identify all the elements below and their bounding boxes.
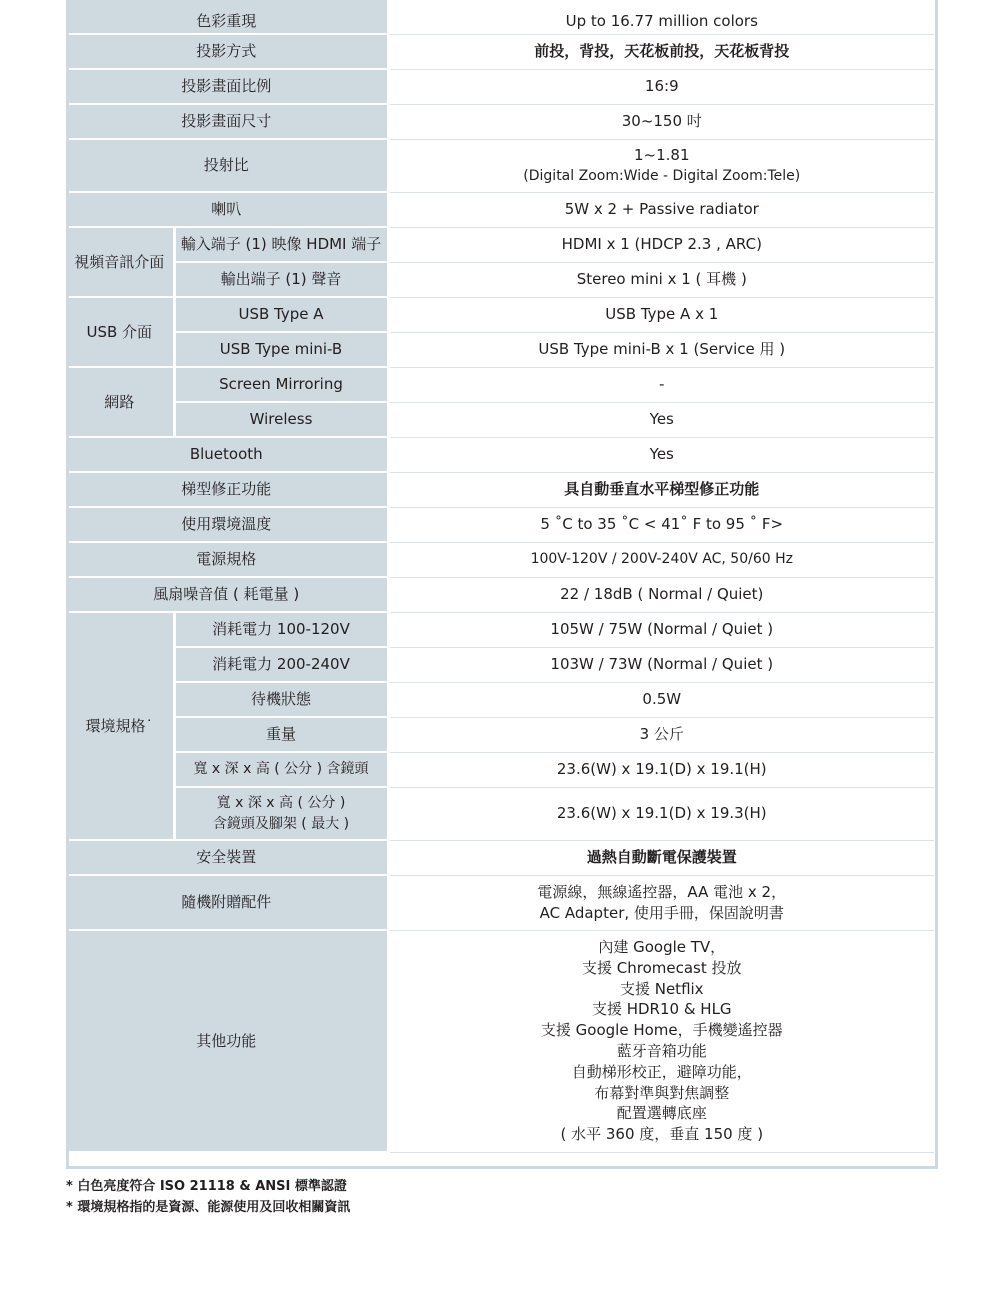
row-label-throw: 投射比	[66, 139, 388, 192]
row-value-temp: 5 ˚C to 35 ˚C < 41˚ F to 95 ˚ F>	[388, 507, 934, 542]
row-label-keystone: 梯型修正功能	[66, 472, 388, 507]
other-feature-line: 內建 Google TV，	[598, 938, 726, 957]
row-value-other	[388, 930, 934, 1152]
row-label-standby: 待機狀態	[174, 682, 388, 717]
table-row	[66, 262, 934, 297]
table-row	[66, 542, 934, 577]
dimension-stand-label-line1: 寬 x 深 x 高 ( 公分 )	[216, 794, 346, 811]
row-label-safety: 安全裝置	[66, 840, 388, 875]
table-row	[66, 647, 934, 682]
row-value-audio-out: Stereo mini x 1 ( 耳機 )	[388, 262, 934, 297]
table-row	[66, 787, 934, 840]
table-row	[66, 472, 934, 507]
group-label-environment: 環境規格˙	[66, 612, 174, 840]
row-label-usb-mini: USB Type mini-B	[174, 332, 388, 367]
row-value-keystone: 具自動垂直水平梯型修正功能	[388, 472, 934, 507]
group-label-av: 視頻音訊介面	[66, 227, 174, 297]
row-value-power-consumption-200: 103W / 73W (Normal / Quiet )	[388, 647, 934, 682]
row-value-weight: 3 公斤	[388, 717, 934, 752]
row-label-power-consumption-100: 消耗電力 100-120V	[174, 612, 388, 647]
row-label-color: 色彩重現	[66, 0, 388, 34]
row-label-noise: 風扇噪音值 ( 耗電量 )	[66, 577, 388, 612]
row-value-power: 100V-120V / 200V-240V AC, 50/60 Hz	[388, 542, 934, 577]
row-label-mirroring: Screen Mirroring	[174, 367, 388, 402]
footnote-environment: * 環境規格指的是資源、能源使用及回收相關資訊	[66, 1200, 351, 1215]
dimension-stand-label-line2: 含鏡頭及腳架 ( 最大 )	[212, 815, 350, 832]
row-label-dimension-stand	[174, 787, 388, 840]
table-row	[66, 752, 934, 787]
row-value-dimension-stand: 23.6(W) x 19.1(D) x 19.3(H)	[388, 787, 934, 840]
row-label-size: 投影畫面尺寸	[66, 104, 388, 139]
table-row	[66, 507, 934, 542]
row-value-standby: 0.5W	[388, 682, 934, 717]
row-label-speaker: 喇叭	[66, 192, 388, 227]
other-feature-line: 支援 HDR10 & HLG	[591, 1000, 732, 1019]
row-value-wireless: Yes	[388, 402, 934, 437]
row-value-bluetooth: Yes	[388, 437, 934, 472]
row-value-dimension-lens: 23.6(W) x 19.1(D) x 19.1(H)	[388, 752, 934, 787]
group-label-network: 網路	[66, 367, 174, 437]
row-label-power-consumption-200: 消耗電力 200-240V	[174, 647, 388, 682]
table-row	[66, 682, 934, 717]
row-value-power-consumption-100: 105W / 75W (Normal / Quiet )	[388, 612, 934, 647]
row-value-noise: 22 / 18dB ( Normal / Quiet)	[388, 577, 934, 612]
table-row	[66, 875, 934, 930]
group-label-usb: USB 介面	[66, 297, 174, 367]
row-value-hdmi-in: HDMI x 1 (HDCP 2.3 , ARC)	[388, 227, 934, 262]
spec-table	[66, 0, 934, 1153]
row-value-mirroring: -	[388, 367, 934, 402]
table-row	[66, 402, 934, 437]
row-label-wireless: Wireless	[174, 402, 388, 437]
other-feature-line: 配置選轉底座	[616, 1104, 707, 1123]
table-row	[66, 192, 934, 227]
table-row	[66, 437, 934, 472]
table-row	[66, 840, 934, 875]
table-row	[66, 297, 934, 332]
row-label-usb-a: USB Type A	[174, 297, 388, 332]
other-feature-line: ( 水平 360 度，垂直 150 度 )	[560, 1125, 764, 1144]
row-value-size: 30~150 吋	[388, 104, 934, 139]
table-row	[66, 577, 934, 612]
table-row	[66, 717, 934, 752]
table-row	[66, 34, 934, 69]
throw-zoom-note: (Digital Zoom:Wide - Digital Zoom:Tele)	[523, 167, 801, 184]
accessories-line2: AC Adapter, 使用手冊，保固說明書	[539, 903, 784, 922]
table-row	[66, 139, 934, 192]
table-row	[66, 104, 934, 139]
row-value-throw	[388, 139, 934, 192]
other-feature-line: 自動梯形校正，避障功能，	[571, 1062, 752, 1081]
table-row	[66, 69, 934, 104]
accessories-line1: 電源線，無線遙控器，AA 電池 x 2，	[537, 882, 787, 901]
row-value-projection-method: 前投，背投，天花板前投，天花板背投	[388, 34, 934, 69]
table-row	[66, 930, 934, 1152]
footnote-brightness: * 白色亮度符合 ISO 21118 & ANSI 標準認證	[66, 1179, 347, 1194]
row-label-hdmi-in: 輸入端子 (1) 映像 HDMI 端子	[174, 227, 388, 262]
other-feature-line: 支援 Google Home，手機變遙控器	[540, 1021, 783, 1040]
table-row	[66, 227, 934, 262]
row-label-other: 其他功能	[66, 930, 388, 1152]
row-label-power: 電源規格	[66, 542, 388, 577]
row-label-weight: 重量	[174, 717, 388, 752]
row-value-aspect: 16:9	[388, 69, 934, 104]
row-label-aspect: 投影畫面比例	[66, 69, 388, 104]
row-value-safety: 過熱自動斷電保護裝置	[388, 840, 934, 875]
row-label-bluetooth: Bluetooth	[66, 437, 388, 472]
footnotes	[66, 1176, 350, 1218]
throw-ratio-value: 1~1.81	[634, 145, 690, 164]
table-row	[66, 612, 934, 647]
other-feature-line: 藍牙音箱功能	[616, 1042, 707, 1060]
row-label-temp: 使用環境溫度	[66, 507, 388, 542]
table-row	[66, 0, 934, 34]
row-value-color: Up to 16.77 million colors	[388, 0, 934, 34]
table-row	[66, 367, 934, 402]
row-label-dimension-lens: 寬 x 深 x 高 ( 公分 ) 含鏡頭	[174, 752, 388, 787]
other-feature-line: 支援 Chromecast 投放	[582, 958, 742, 977]
row-value-usb-a: USB Type A x 1	[388, 297, 934, 332]
row-label-projection-method: 投影方式	[66, 34, 388, 69]
row-value-usb-mini: USB Type mini-B x 1 (Service 用 )	[388, 332, 934, 367]
row-label-accessories: 隨機附贈配件	[66, 875, 388, 930]
row-value-speaker: 5W x 2 + Passive radiator	[388, 192, 934, 227]
table-row	[66, 332, 934, 367]
row-label-audio-out: 輸出端子 (1) 聲音	[174, 262, 388, 297]
row-value-accessories	[388, 875, 934, 930]
other-feature-line: 布幕對準與對焦調整	[594, 1083, 730, 1102]
other-feature-line: 支援 Netflix	[619, 979, 704, 998]
